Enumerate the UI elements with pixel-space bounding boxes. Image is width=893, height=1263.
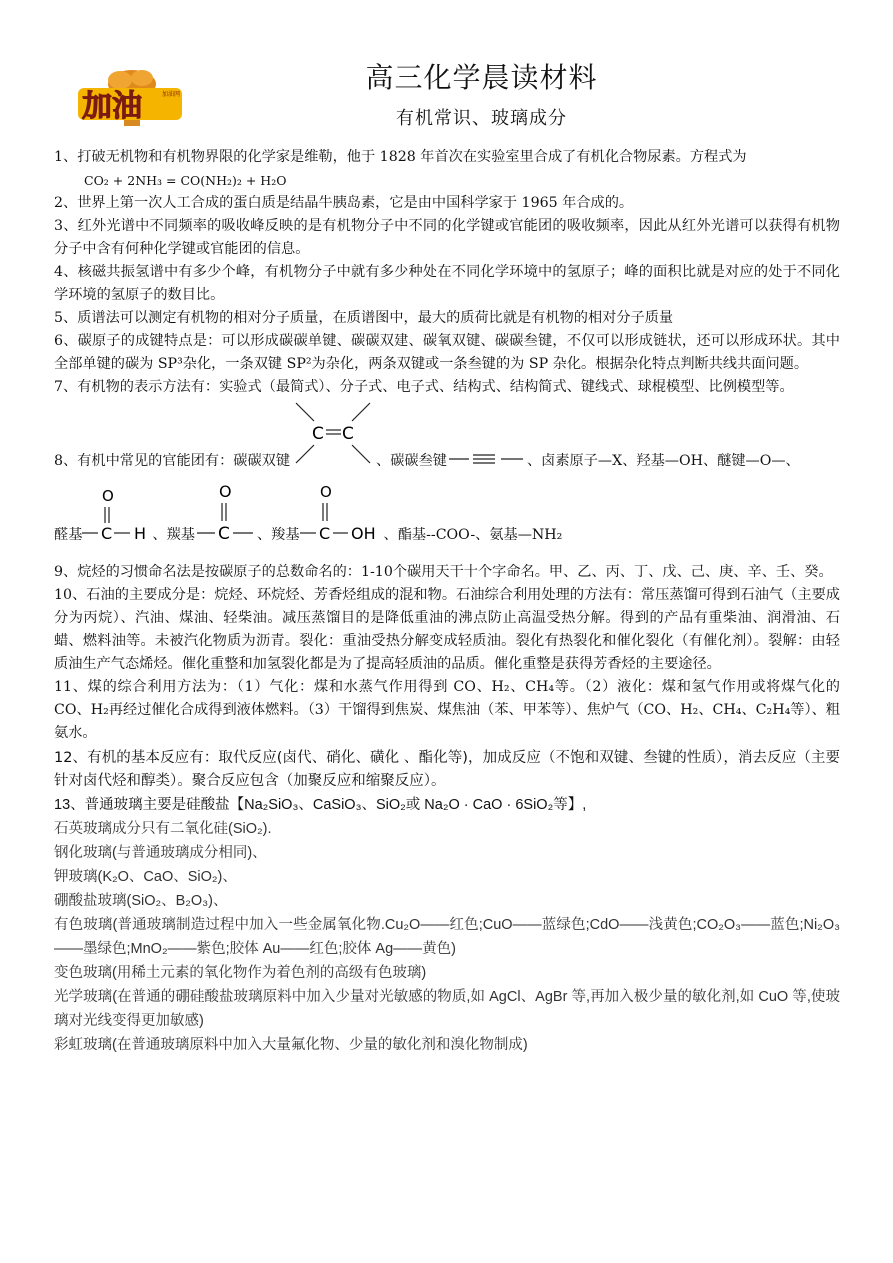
glass-borosilicate: 硼酸盐玻璃(SiO₂、B₂O₃)、 [54, 893, 228, 909]
glass-potash: 钾玻璃(K₂O、CaO、SiO₂)、 [54, 869, 237, 885]
item-8-text-d: 醛基 [54, 527, 83, 543]
item-8-text-c: 、卤素原子—X、羟基—OH、醚键—O—、 [526, 453, 800, 469]
page-title: 高三化学晨读材料 [365, 61, 598, 94]
item-8-text-b: 、碳碳叁键 [376, 453, 447, 469]
alkene-structure [290, 401, 376, 473]
item-3: 3、红外光谱中不同频率的吸收峰反映的是有机物分子中不同的化学键或官能团的吸收频率，因此从红外光谱可以获得有机物分子中含有何种化学键或官能团的信息。 [54, 218, 840, 257]
item-2: 2、世界上第一次人工合成的蛋白质是结晶牛胰岛素，它是由中国科学家于 1965 年合成的。 [54, 195, 634, 211]
item-8-text-f: 、羧基 [256, 527, 300, 543]
item-4: 4、核磁共振氢谱中有多少个峰，有机物分子中就有多少种处在不同化学环境中的氢原子；峰的面积比就是对应的处于不同化学环境的氢原子的数目比。 [54, 264, 840, 303]
item-8-row-1 [54, 401, 840, 479]
item-8-text-e: 、羰基 [152, 527, 195, 543]
alkene-c1: C [312, 424, 324, 444]
logo-text: 加油 [82, 89, 142, 124]
item-8-row-2 [54, 479, 840, 561]
carboxyl-structure [300, 479, 384, 547]
alkyne-structure [447, 443, 527, 473]
aldehyde-h: H [134, 524, 147, 543]
glass-quartz: 石英玻璃成分只有二氧化硅(SiO₂). [54, 821, 272, 837]
item-1: 1、打破无机物和有机物界限的化学家是维勒，他于 1828 年首次在实验室里合成了有机化合物尿素。方程式为 [54, 149, 747, 165]
item-12: 12、有机的基本反应有：取代反应(卤代、硝化、磺化 、酯化等)，加成反应（不饱和双键、叁键的性质），消去反应（主要针对卤代烃和醇类）。聚合反应包含（加聚反应和缩聚反应）。 [54, 750, 840, 789]
item-11: 11、煤的综合利用方法为：（1）气化：煤和水蒸气作用得到 CO、H₂、CH₄等。（2）液化：煤和氢气作用或将煤气化的 CO、H₂再经过催化合成得到液体燃料。（3）干馏得到焦炭、煤焦油（苯、甲苯等）、焦炉气（CO、H₂、CH₄、C₂H₄等）、粗氨水。 [54, 679, 840, 741]
carbonyl-c: C [217, 524, 230, 544]
carboxyl-c: C [318, 524, 330, 543]
item-9: 9、烷烃的习惯命名法是按碳原子的总数命名的：1-10个碳用天干十个字命名。甲、乙、丙、丁、戊、己、庚、辛、壬、癸。 [54, 564, 833, 580]
carboxyl-oh: OH [350, 524, 376, 543]
carboxyl-o: O [319, 483, 332, 501]
glass-photochromic: 变色玻璃(用稀土元素的氧化物作为着色剂的高级有色玻璃) [54, 965, 427, 981]
page-subtitle: 有机常识、玻璃成分 [396, 108, 567, 129]
logo-small-text: 加油网 [162, 91, 181, 98]
aldehyde-structure [82, 483, 152, 547]
carbonyl-structure [195, 479, 257, 547]
item-8-text-a: 8、有机中常见的官能团有：碳碳双键 [54, 453, 291, 469]
item-13: 13、普通玻璃主要是硅酸盐【Na₂SiO₃、CaSiO₃、SiO₂或 Na₂O · CaO · 6SiO₂等】, [54, 797, 587, 813]
aldehyde-c: C [101, 524, 113, 543]
item-5: 5、质谱法可以测定有机物的相对分子质量，在质谱图中，最大的质荷比就是有机物的相对分子质量 [54, 310, 674, 326]
item-10: 10、石油的主要成分是：烷烃、环烷烃、芳香烃组成的混和物。石油综合利用处理的方法有：常压蒸馏可得到石油气（主要成分为丙烷）、汽油、煤油、轻柴油。减压蒸馏目的是降低重油的沸点防止高温受热分解。得到的产品有重柴油、润滑油、石蜡、燃料油等。未被汽化物质为沥青。裂化：重油受热分解变成轻质油。裂化有热裂化和催化裂化（有催化剂）。裂解：由轻质油生产气态烯烃。催化重整和加氢裂化都是为了提高轻质油的品质。催化重整是获得芳香烃的主要途径。 [54, 587, 840, 672]
glass-colored: 有色玻璃(普通玻璃制造过程中加入一些金属氧化物.Cu₂O——红色;CuO——蓝绿色;CdO——浅黄色;CO₂O₃——蓝色;Ni₂O₃——墨绿色;MnO₂——紫色;胶体 Au——红色;胶体 Ag——黄色) [54, 917, 840, 957]
carbonyl-o: O [218, 482, 232, 501]
alkene-c2: C [342, 424, 354, 444]
item-1-equation: CO₂ + 2NH₃ = CO(NH₂)₂ + H₂O [84, 173, 287, 188]
glass-optical: 光学玻璃(在普通的硼硅酸盐玻璃原料中加入少量对光敏感的物质,如 AgCl、AgBr 等,再加入极少量的敏化剂,如 CuO 等,使玻璃对光线变得更加敏感) [54, 989, 840, 1029]
aldehyde-o: O [102, 487, 115, 505]
glass-rainbow: 彩虹玻璃(在普通玻璃原料中加入大量氟化物、少量的敏化剂和溴化物制成) [54, 1037, 528, 1053]
document-body [54, 146, 840, 1057]
glass-tempered: 钢化玻璃(与普通玻璃成分相同)、 [54, 845, 267, 861]
item-6: 6、碳原子的成键特点是：可以形成碳碳单键、碳碳双建、碳氧双键、碳碳叁键，不仅可以形成链状，还可以形成环状。其中全部单键的碳为 SP³杂化，一条双键 SP²为杂化，两条双键或一条叁键的为 SP 杂化。根据杂化特点判断共线共面问题。 [54, 333, 840, 372]
item-8-text-g: 、酯基--COO-、氨基—NH₂ [383, 527, 563, 543]
glass-section [54, 793, 840, 1057]
item-7: 7、有机物的表示方法有：实验式（最简式）、分子式、电子式、结构式、结构简式、键线式、球棍模型、比例模型等。 [54, 379, 794, 395]
